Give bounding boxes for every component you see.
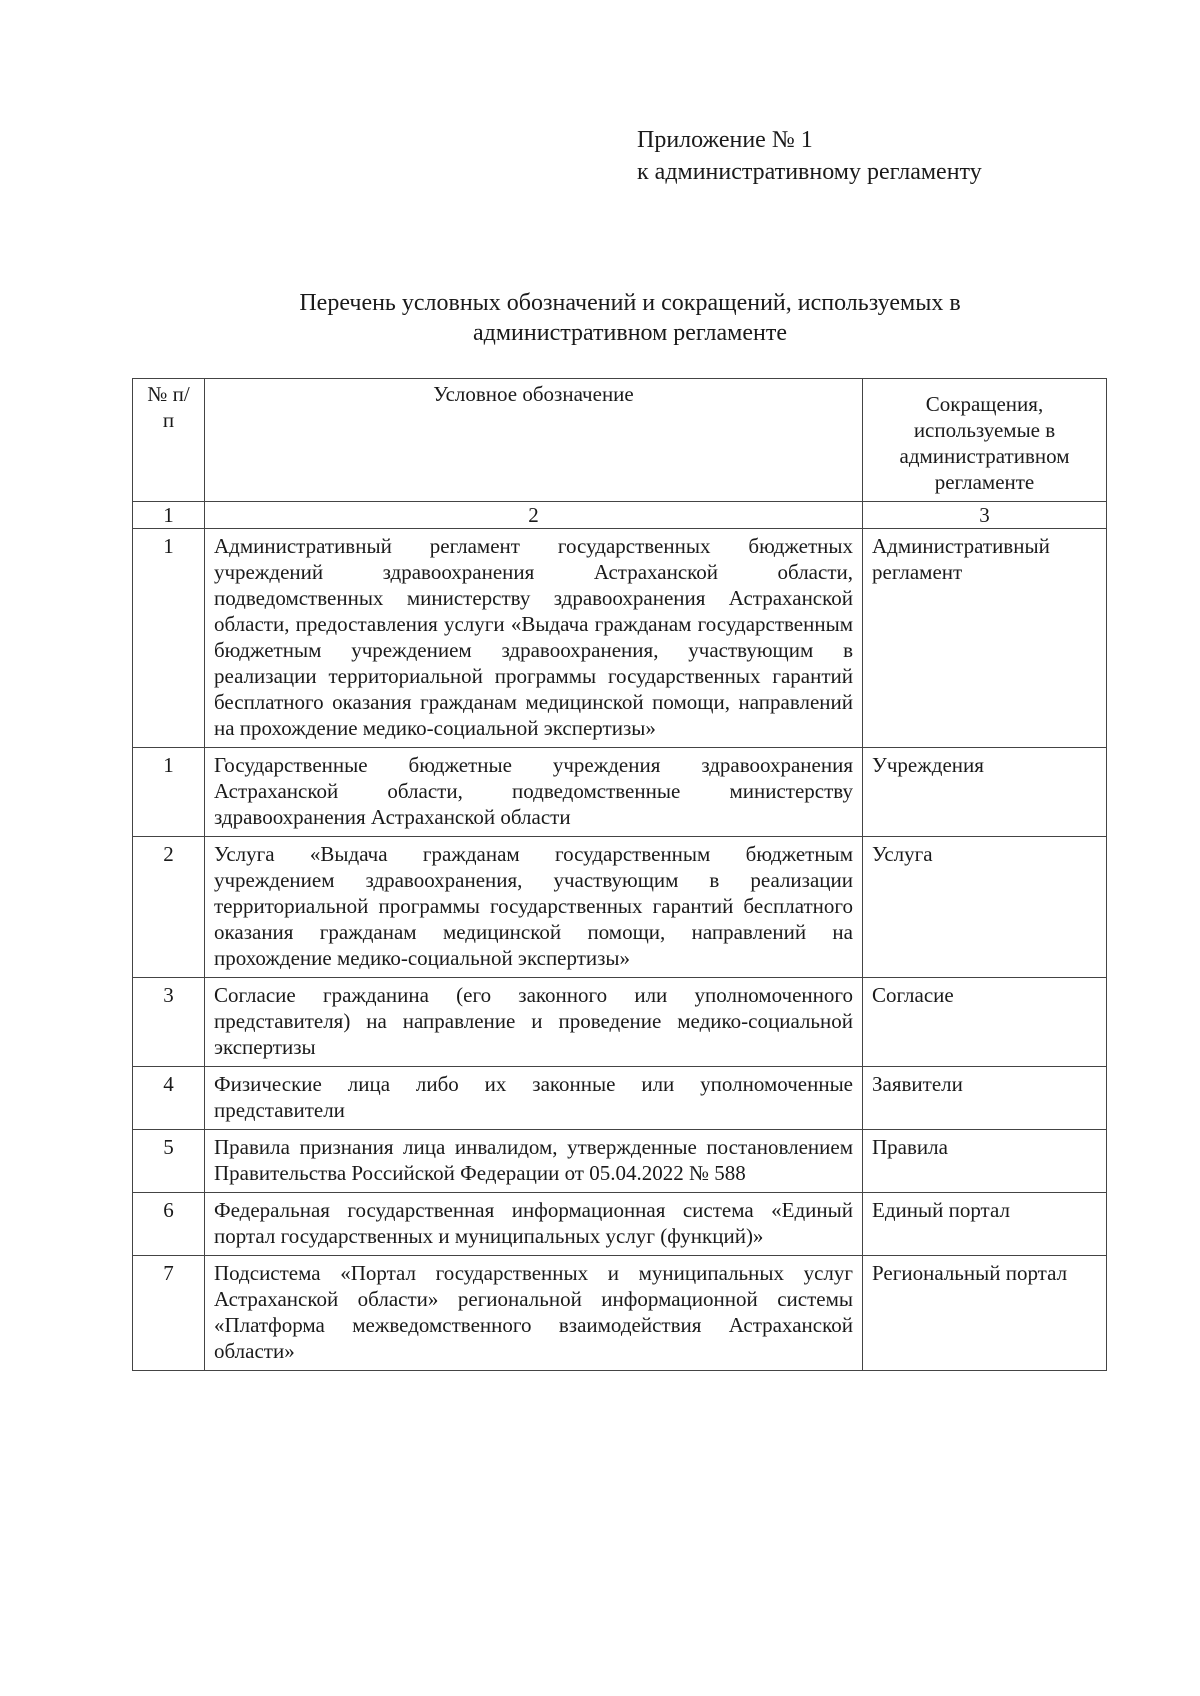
row-abbreviation: Единый портал	[863, 1193, 1107, 1256]
table-row	[133, 529, 1107, 748]
row-term: Физические лица либо их законные или уполномоченные представители	[205, 1067, 863, 1130]
row-term: Федеральная государственная информационная система «Единый портал государственных и муниципальных услуг (функций)»	[205, 1193, 863, 1256]
table-header-row	[133, 379, 1107, 502]
document-title-line-1: Перечень условных обозначений и сокращений, используемых в	[299, 290, 961, 316]
table-row	[133, 748, 1107, 837]
header-term: Условное обозначение	[205, 379, 863, 502]
row-number: 3	[133, 978, 205, 1067]
table-row	[133, 837, 1107, 978]
row-number: 4	[133, 1067, 205, 1130]
row-number: 6	[133, 1193, 205, 1256]
row-abbreviation: Учреждения	[863, 748, 1107, 837]
row-abbreviation: Региональный портал	[863, 1256, 1107, 1371]
document-title	[200, 288, 1060, 348]
row-term: Услуга «Выдача гражданам государственным бюджетным учреждением здравоохранения, участвующим в реализации территориальной программы государственных гарантий бесплатного оказания гражданам медицинской помощи, направлений на прохождение медико-социальной экспертизы»	[205, 837, 863, 978]
row-number: 7	[133, 1256, 205, 1371]
appendix-header	[637, 124, 982, 188]
row-abbreviation: Правила	[863, 1130, 1107, 1193]
row-abbreviation: Согласие	[863, 978, 1107, 1067]
table-row	[133, 1193, 1107, 1256]
row-term: Государственные бюджетные учреждения здравоохранения Астраханской области, подведомственные министерству здравоохранения Астраханской области	[205, 748, 863, 837]
row-term: Подсистема «Портал государственных и муниципальных услуг Астраханской области» региональной информационной системы «Платформа межведомственного взаимодействия Астраханской области»	[205, 1256, 863, 1371]
appendix-reference: к административному регламенту	[637, 159, 982, 185]
column-index-1: 1	[133, 502, 205, 529]
header-abbreviation: Сокращения, используемые в административном регламенте	[863, 379, 1107, 502]
table-row	[133, 1256, 1107, 1371]
row-term: Согласие гражданина (его законного или уполномоченного представителя) на направление и проведение медико-социальной экспертизы	[205, 978, 863, 1067]
row-abbreviation: Услуга	[863, 837, 1107, 978]
document-title-line-2: административном регламенте	[472, 320, 787, 346]
appendix-number: Приложение № 1	[637, 127, 813, 153]
column-index-3: 3	[863, 502, 1107, 529]
table-row	[133, 978, 1107, 1067]
row-number: 2	[133, 837, 205, 978]
abbreviations-table	[132, 378, 1107, 1371]
row-number: 1	[133, 529, 205, 748]
row-term: Административный регламент государственных бюджетных учреждений здравоохранения Астраханской области, подведомственных министерству здравоохранения Астраханской области, предоставления услуги «Выдача гражданам государственным бюджетным учреждением здравоохранения, участвующим в реализации территориальной программы государственных гарантий бесплатного оказания гражданам медицинской помощи, направлений на прохождение медико-социальной экспертизы»	[205, 529, 863, 748]
table-row	[133, 1067, 1107, 1130]
row-term: Правила признания лица инвалидом, утвержденные постановлением Правительства Российской Федерации от 05.04.2022 № 588	[205, 1130, 863, 1193]
column-index-2: 2	[205, 502, 863, 529]
column-index-row	[133, 502, 1107, 529]
row-number: 5	[133, 1130, 205, 1193]
row-abbreviation: Административный регламент	[863, 529, 1107, 748]
row-number: 1	[133, 748, 205, 837]
table-row	[133, 1130, 1107, 1193]
row-abbreviation: Заявители	[863, 1067, 1107, 1130]
header-number: № п/п	[133, 379, 205, 502]
